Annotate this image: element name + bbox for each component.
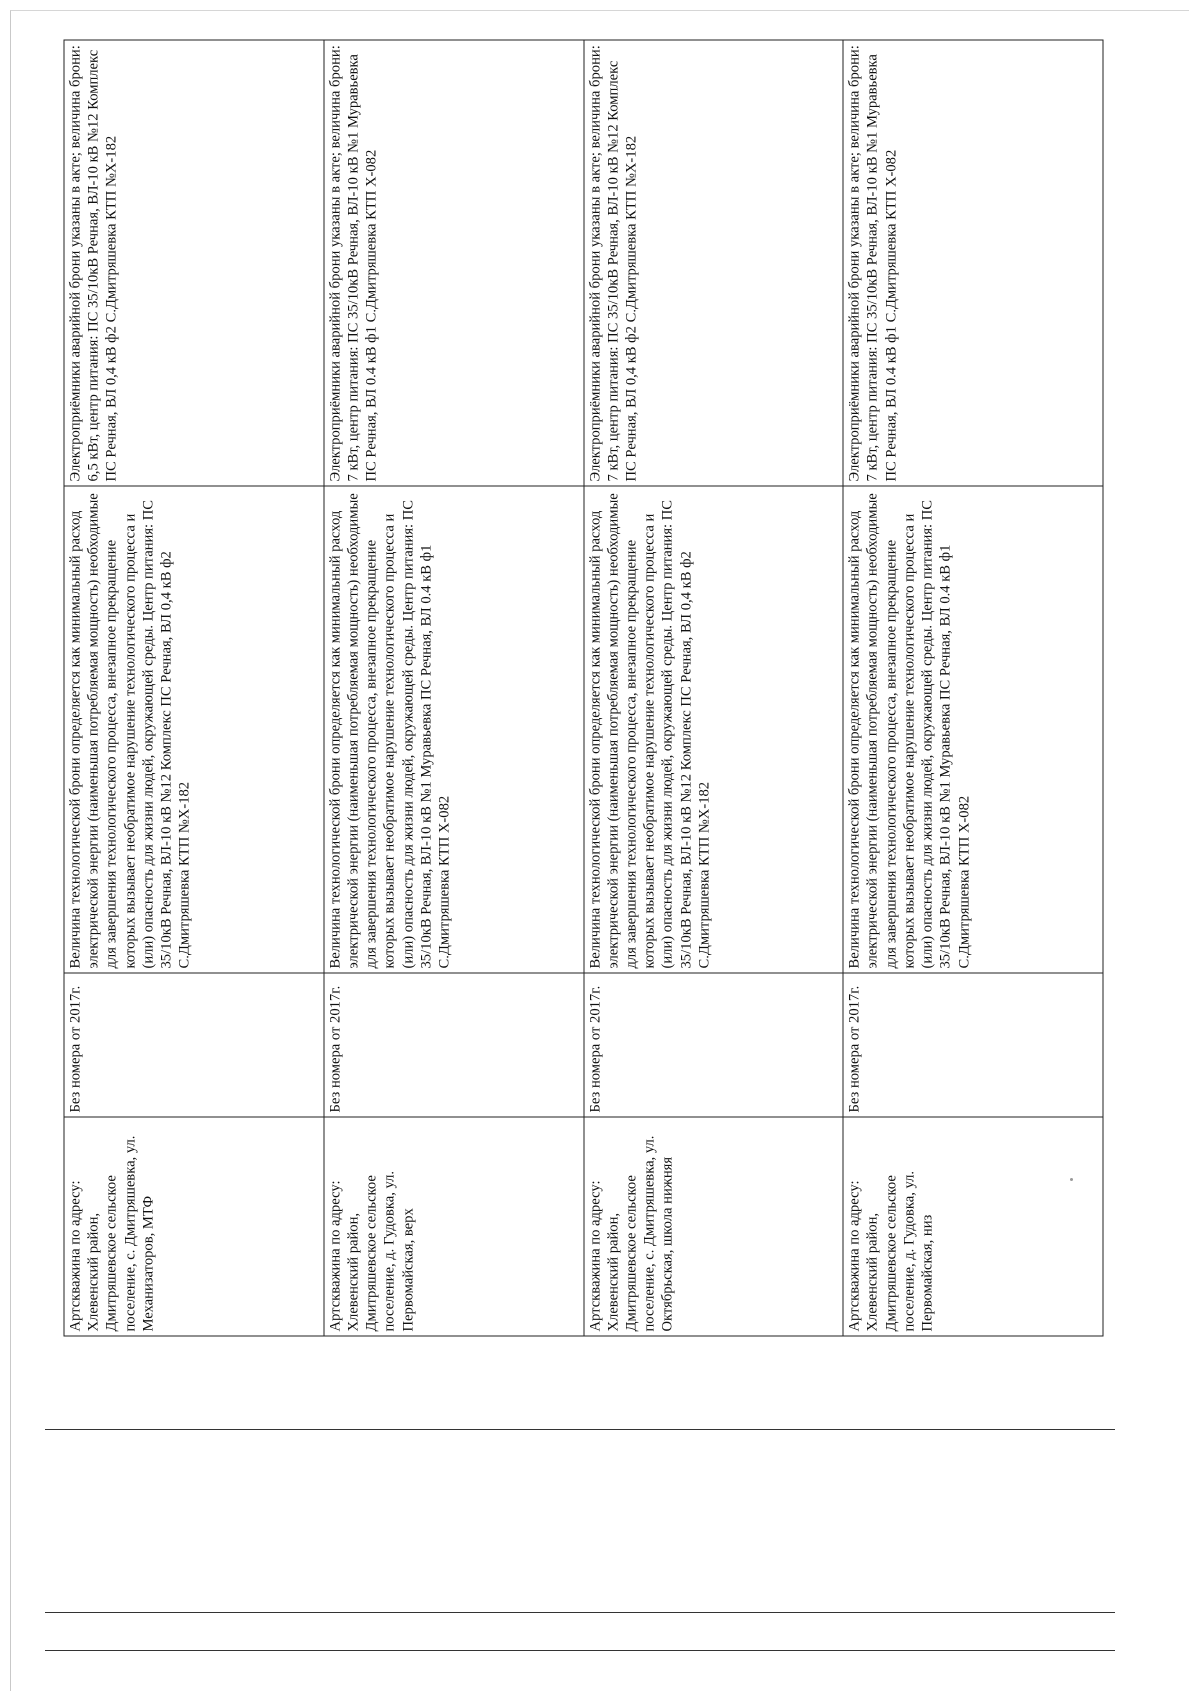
document-text: Без номера от 2017г. [67,985,84,1113]
emergency-reserve-text: Электроприёмники аварийной брони указаны в акте; величина брони: 7 кВт, центр питания: ПС 35/10кВ Речная, ВЛ-10 кВ №12 Комплекс ПС Речная, ВЛ 0,4 кВ ф2 С.Дмитряшевка КТП №Х-182 [587,45,640,482]
emergency-reserve-text: Электроприёмники аварийной брони указаны в акте; величина брони: 6,5 кВт, центр питания: ПС 35/10кВ Речная, ВЛ-10 кВ №12 Комплекс ПС Речная, ВЛ 0,4 кВ ф2 С.Дмитряшевка КТП №Х-182 [67,45,120,482]
emergency-reserve-cell [584,40,844,486]
signature-line [45,1650,1115,1651]
document-text: Без номера от 2017г. [846,985,863,1113]
address-cell [584,1117,844,1336]
address-text: Артскважина по адресу: Хлевенский район, Дмитряшевское сельское поселение, д. Гудовка, ул. Первомайская, верх [327,1170,417,1332]
address-text: Артскважина по адресу: Хлевенский район, Дмитряшевское сельское поселение, с. Дмитряшевка, ул. Механизаторов, МТФ [67,1135,157,1332]
document-cell [324,973,584,1117]
table-row [64,40,324,1336]
reserve-table [64,40,1104,1337]
tech-reserve-text: Величина технологической брони определяется как минимальный расход электрической энергии (наименьшая потребляемая мощность) необходимые для завершения технологического процесса, внезапное прекращение которых вызывает необратимое нарушение технологического процесса и (или) опасность для жизни людей, окружающей среды. Центр питания: ПС 35/10кВ Речная, ВЛ-10 кВ №12 Комплекс ПС Речная, ВЛ 0,4 кВ ф2 С.Дмитряшевка КТП №Х-182 [67,493,193,969]
address-text: Артскважина по адресу: Хлевенский район, Дмитряшевское сельское поселение, с. Дмитряшевка, ул. Октябрьская, школа нижняя [587,1135,676,1332]
tech-reserve-cell [324,486,584,973]
document-text: Без номера от 2017г. [327,985,344,1113]
tech-reserve-cell [584,486,844,973]
address-text: Артскважина по адресу: Хлевенский район, Дмитряшевское сельское поселение, д. Гудовка, ул. Первомайская, низ [846,1170,936,1332]
rotated-table-container [45,45,1085,1332]
tech-reserve-text: Величина технологической брони определяется как минимальный расход электрической энергии (наименьшая потребляемая мощность) необходимые для завершения технологического процесса, внезапное прекращение которых вызывает необратимое нарушение технологического процесса и (или) опасность для жизни людей, окружающей среды. Центр питания: ПС 35/10кВ Речная, ВЛ-10 кВ №12 Комплекс ПС Речная, ВЛ 0,4 кВ ф2 С.Дмитряшевка КТП №Х-182 [587,493,713,969]
emergency-reserve-text: Электроприёмники аварийной брони указаны в акте; величина брони: 7 кВт, центр питания: ПС 35/10кВ Речная, ВЛ-10 кВ №1 Муравьевка ПС Речная, ВЛ 0.4 кВ ф1 С.Дмитряшевка КТП Х-082 [846,45,900,482]
tech-reserve-text: Величина технологической брони определяется как минимальный расход электрической энергии (наименьшая потребляемая мощность) необходимые для завершения технологического процесса, внезапное прекращение которых вызывает необратимое нарушение технологического процесса и (или) опасность для жизни людей, окружающей среды. Центр питания: ПС 35/10кВ Речная, ВЛ-10 кВ №1 Муравьевка ПС Речная, ВЛ 0.4 кВ ф1 С.Дмитряшевка КТП Х-082 [846,493,973,969]
address-cell [843,1117,1103,1336]
address-cell [64,1117,324,1336]
document-text: Без номера от 2017г. [587,985,603,1113]
emergency-reserve-cell [843,40,1103,486]
document-cell [843,973,1103,1117]
scan-speck [1070,1178,1073,1181]
address-cell [324,1117,584,1336]
tech-reserve-cell [843,486,1103,973]
table-row [843,40,1103,1336]
emergency-reserve-text: Электроприёмники аварийной брони указаны в акте; величина брони: 7 кВт, центр питания: ПС 35/10кВ Речная, ВЛ-10 кВ №1 Муравьевка ПС Речная, ВЛ 0.4 кВ ф1 С.Дмитряшевка КТП Х-082 [327,45,380,482]
tech-reserve-text: Величина технологической брони определяется как минимальный расход электрической энергии (наименьшая потребляемая мощность) необходимые для завершения технологического процесса, внезапное прекращение которых вызывает необратимое нарушение технологического процесса и (или) опасность для жизни людей, окружающей среды. Центр питания: ПС 35/10кВ Речная, ВЛ-10 кВ №1 Муравьевка ПС Речная, ВЛ 0.4 кВ ф1 С.Дмитряшевка КТП Х-082 [327,493,453,969]
emergency-reserve-cell [324,40,584,486]
document-cell [584,973,844,1117]
table-row [584,40,844,1336]
document-cell [64,973,324,1117]
table-row [324,40,584,1336]
signature-line [45,1612,1115,1613]
emergency-reserve-cell [64,40,324,486]
tech-reserve-cell [64,486,324,973]
signature-line [45,1429,1115,1430]
